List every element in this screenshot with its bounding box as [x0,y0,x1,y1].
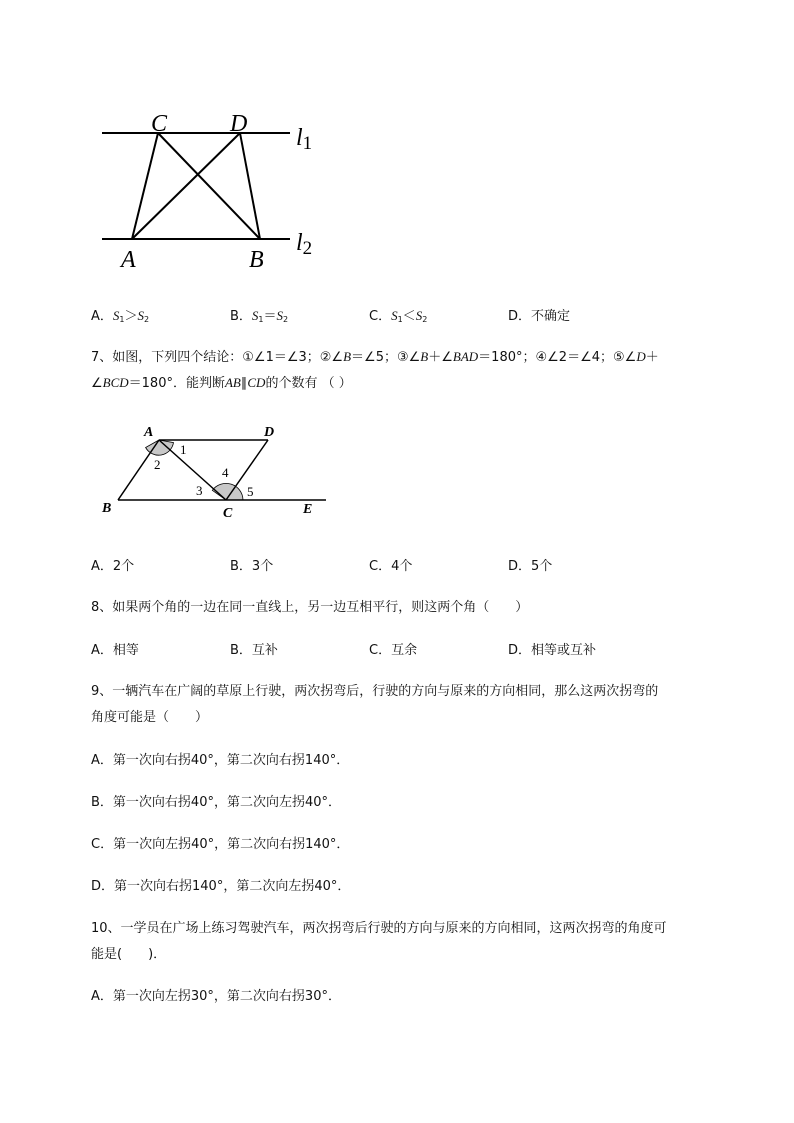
figure-parallelogram [100,420,335,525]
q8-option-b: B．互补 [230,643,278,658]
q9-question-line2: 角度可能是（ ） [91,710,209,725]
angle-label-5: 5 [247,484,254,499]
q6-option-a: A．$S_1>S_2$ [91,308,150,324]
q9-option-c: C．第一次向左拐40°，第二次向右拐140°． [91,837,350,852]
label-A: A [144,425,154,440]
label-D: D [264,425,275,440]
q6-option-d: D．不确定 [508,309,571,324]
label-D: D [230,111,248,137]
q9-option-a: A．第一次向右拐40°，第二次向右拐140°． [91,753,350,768]
q10-question-line1: 10、一学员在广场上练习驾驶汽车，两次拐弯后行驶的方向与原来的方向相同，这两次拐弯的角度可 [91,921,667,936]
q7-option-a: A．2个 [91,559,135,574]
q9-question-line1: 9、一辆汽车在广阔的草原上行驶，两次拐弯后，行驶的方向与原来的方向相同，那么这两次拐弯的 [91,684,659,699]
label-l2: l2 [296,230,313,259]
angle-label-2: 2 [154,457,161,472]
q8-option-a: A．相等 [91,643,139,658]
figure-parallel-lines-trapezoid [95,105,335,275]
segment-AD [132,133,240,239]
q7-option-c: C．4个 [369,559,413,574]
q6-option-c: C．$S_1<S_2$ [369,308,428,324]
q9-option-b: B．第一次向右拐40°，第二次向左拐40°． [91,795,342,810]
segment-CA [132,133,158,239]
angle-label-3: 3 [196,483,203,498]
angle-label-1: 1 [180,442,187,457]
q7-question-line2: ∠BCD＝180°．能判断AB∥CD的个数有 （ ） [91,375,352,391]
q8-option-c: C．互余 [369,643,418,658]
segment-DB [240,133,260,239]
label-E: E [303,502,313,517]
label-B: B [102,501,112,516]
segment-CB [158,133,260,239]
q7-question-line1: 7、如图，下列四个结论：①∠1＝∠3；②∠B＝∠5；③∠B＋∠BAD＝180°；④∠2＝∠4；⑤∠D＋ [91,349,659,365]
label-C: C [151,111,168,137]
label-C: C [223,506,233,521]
q7-option-b: B．3个 [230,559,274,574]
segment-AC [159,440,226,500]
segment-AB [118,440,159,500]
q10-option-a: A．第一次向左拐30°，第二次向右拐30°． [91,989,341,1004]
q10-question-line2: 能是( )． [91,947,167,962]
q6-option-b: B．$S_1=S_2$ [230,308,289,324]
q7-option-d: D．5个 [508,559,553,574]
q8-option-d: D．相等或互补 [508,643,597,658]
q8-question: 8、如果两个角的一边在同一直线上，另一边互相平行，则这两个角（ ） [91,600,529,615]
label-A: A [121,247,136,273]
angle-label-4: 4 [222,465,229,480]
label-l1: l1 [296,125,313,154]
q9-option-d: D．第一次向右拐140°，第二次向左拐40°． [91,879,351,894]
label-B: B [249,247,264,273]
